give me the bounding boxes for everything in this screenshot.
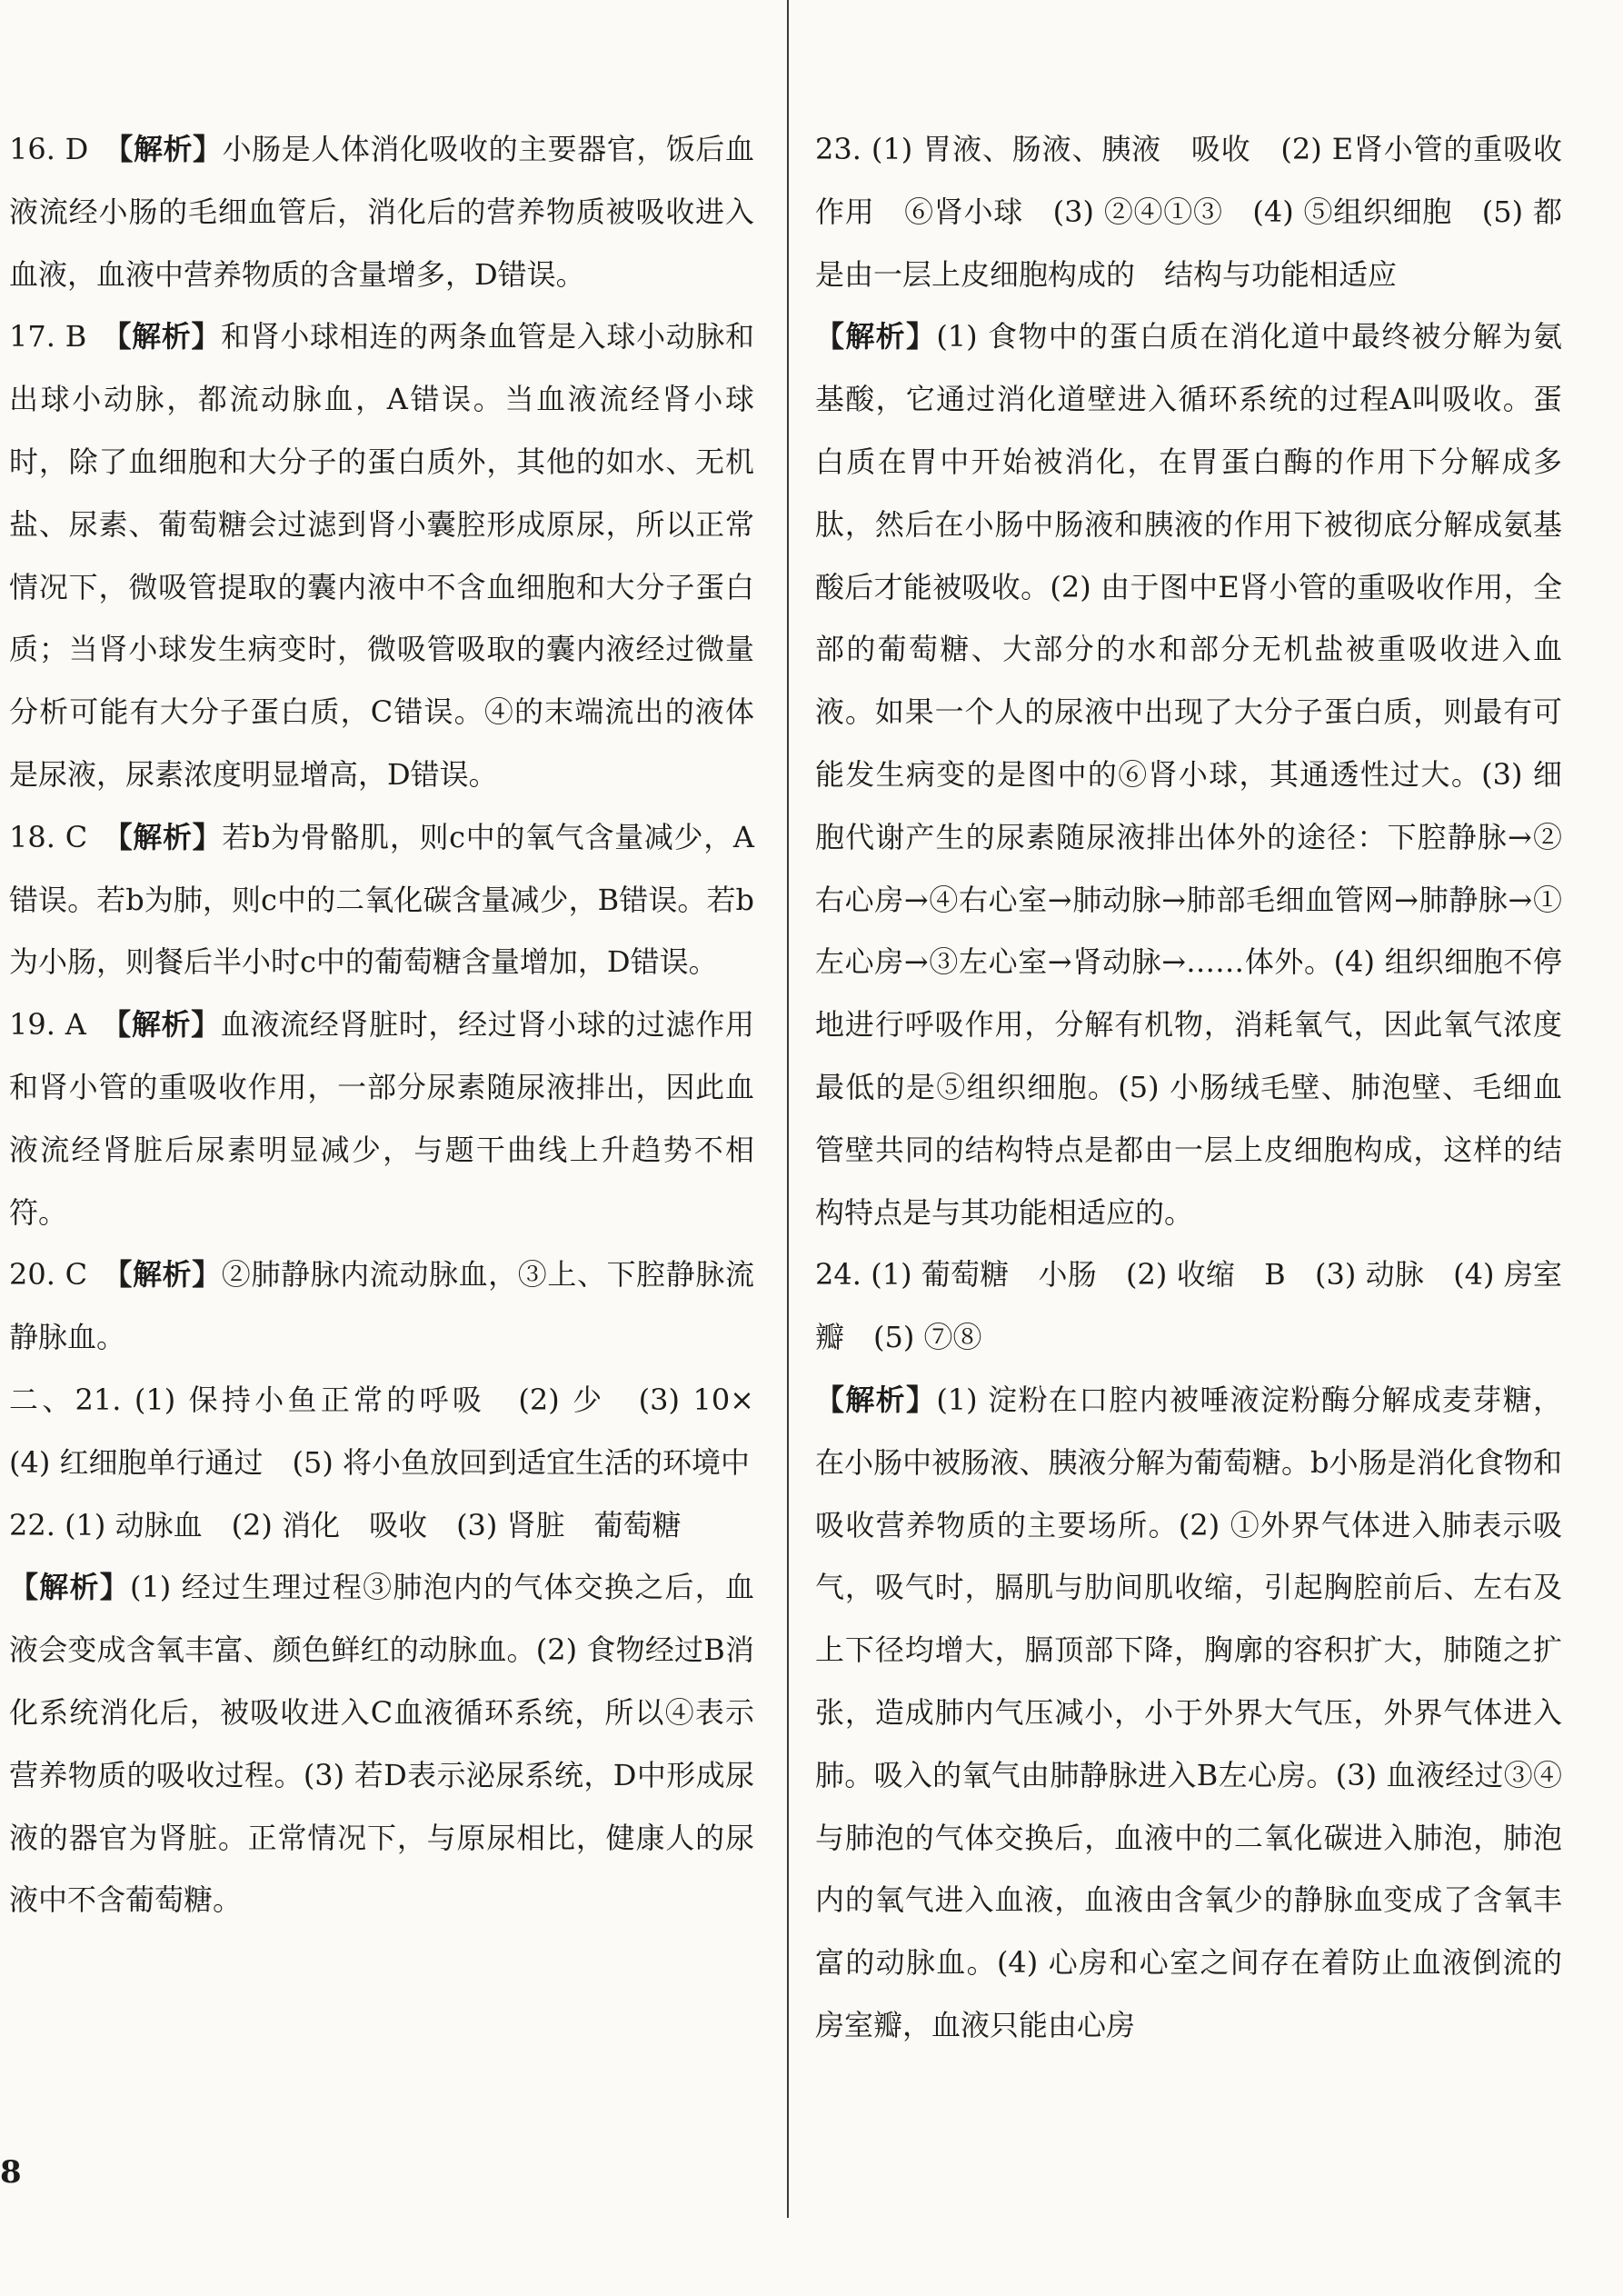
analysis-tag: 【解析】: [815, 1382, 937, 1417]
item-24-analysis: [815, 1369, 1562, 2057]
item-21: [9, 1369, 784, 1494]
item-20: [9, 1243, 754, 1369]
item-text: (1) 经过生理过程③肺泡内的气体交换之后，血液会变成含氧丰富、颜色鲜红的动脉血。(2) 食物经过B消化系统消化后，被吸收进入C血液循环系统，所以④表示营养物质的吸收过程。(3) 若D表示泌尿系统，D中形成尿液的器官为肾脏。正常情况下，与原尿相比，健康人的尿液中不含葡萄糖。: [9, 1570, 754, 1918]
item-text: 小肠是人体消化吸收的主要器官，饭后血液流经小肠的毛细血管后，消化后的营养物质被吸收进入血液，血液中营养物质的含量增多，D错误。: [9, 132, 754, 292]
item-17: [9, 305, 754, 805]
analysis-tag: 【解析】: [117, 1257, 222, 1293]
analysis-tag: 【解析】: [116, 319, 222, 354]
item-answer: C: [65, 1257, 88, 1293]
item-text: ②肺静脉内流动脉血，③上、下腔静脉流静脉血。: [9, 1257, 754, 1355]
item-number: 17.: [9, 319, 55, 354]
item-number: 16.: [9, 132, 55, 166]
item-24: [815, 1243, 1562, 1369]
analysis-tag: 【解析】: [118, 132, 223, 166]
item-23: [815, 118, 1562, 305]
item-number: 24.: [815, 1257, 861, 1293]
item-number: 23.: [815, 132, 861, 166]
analysis-tag: 【解析】: [9, 1570, 130, 1605]
item-number: 20.: [9, 1257, 55, 1293]
item-number: 19.: [9, 1007, 55, 1043]
item-text: (1) 食物中的蛋白质在消化道中最终被分解为氨基酸，它通过消化道壁进入循环系统的过程A叫吸收。蛋白质在胃中开始被消化，在胃蛋白酶的作用下分解成多肽，然后在小肠中肠液和胰液的作用下被彻底分解成氨基酸后才能被吸收。(2) 由于图中E肾小管的重吸收作用，全部的葡萄糖、大部分的水和部分无机盐被重吸收进入血液。如果一个人的尿液中出现了大分子蛋白质，则最有可能发生病变的是图中的⑥肾小球，其通透性过大。(3) 细胞代谢产生的尿素随尿液排出体外的途径：下腔静脉→②右心房→④右心室→肺动脉→肺部毛细血管网→肺静脉→①左心房→③左心室→肾动脉→……体外。(4) 组织细胞不停地进行呼吸作用，分解有机物，消耗氧气，因此氧气浓度最低的是⑤组织细胞。(5) 小肠绒毛壁、肺泡壁、毛细血管壁共同的结构特点是都由一层上皮细胞构成，这样的结构特点是与其功能相适应的。: [815, 319, 1562, 1230]
item-text: (1) 葡萄糖 小肠 (2) 收缩 B (3) 动脉 (4) 房室瓣 (5) ⑦⑧: [815, 1257, 1562, 1355]
item-number: 22.: [9, 1507, 55, 1542]
item-text: 血液流经肾脏时，经过肾小球的过滤作用和肾小管的重吸收作用，一部分尿素随尿液排出，因此血液流经肾脏后尿素明显减少，与题干曲线上升趋势不相符。: [9, 1007, 754, 1230]
item-number: 18.: [9, 819, 55, 854]
item-answer: B: [65, 319, 87, 354]
item-answer: C: [65, 819, 88, 854]
item-18: [9, 806, 754, 993]
analysis-tag: 【解析】: [815, 319, 937, 354]
item-19: [9, 993, 754, 1243]
item-text: (1) 保持小鱼正常的呼吸 (2) 少 (3) 10× (4) 红细胞单行通过 (5) 将小鱼放回到适宜生活的环境中: [9, 1382, 784, 1480]
analysis-tag: 【解析】: [117, 819, 223, 854]
item-text: 若b为骨骼肌，则c中的氧气含量减少，A错误。若b为肺，则c中的二氧化碳含量减少，B错误。若b为小肠，则餐后半小时c中的葡萄糖含量增加，D错误。: [9, 819, 754, 980]
analysis-tag: 【解析】: [116, 1007, 221, 1043]
item-text: (1) 胃液、肠液、胰液 吸收 (2) E肾小管的重吸收作用 ⑥肾小球 (3) ②④①③ (4) ⑤组织细胞 (5) 都是由一层上皮细胞构成的 结构与功能相适应: [815, 132, 1562, 292]
item-text: (1) 淀粉在口腔内被唾液淀粉酶分解成麦芽糖，在小肠中被肠液、胰液分解为葡萄糖。b小肠是消化食物和吸收营养物质的主要场所。(2) ①外界气体进入肺表示吸气，吸气时，膈肌与肋间肌收缩，引起胸腔前后、左右及上下径均增大，膈顶部下降，胸廓的容积扩大，肺随之扩张，造成肺内气压减小，小于外界大气压，外界气体进入肺。吸入的氧气由肺静脉进入B左心房。(3) 血液经过③④与肺泡的气体交换后，血液中的二氧化碳进入肺泡，肺泡内的氧气进入血液，血液由含氧少的静脉血变成了含氧丰富的动脉血。(4) 心房和心室之间存在着防止血液倒流的房室瓣，血液只能由心房: [815, 1382, 1562, 2042]
column-divider: [787, 0, 789, 2218]
item-number: 二、21.: [9, 1382, 122, 1417]
item-text: (1) 动脉血 (2) 消化 吸收 (3) 肾脏 葡萄糖: [65, 1507, 682, 1542]
item-answer: A: [65, 1007, 86, 1043]
item-answer: D: [65, 132, 89, 166]
page-number: 8: [0, 2154, 22, 2191]
item-16: [9, 118, 754, 305]
item-22-analysis: [9, 1556, 754, 1932]
item-text: 和肾小球相连的两条血管是入球小动脉和出球小动脉，都流动脉血，A错误。当血液流经肾小球时，除了血细胞和大分子的蛋白质外，其他的如水、无机盐、尿素、葡萄糖会过滤到肾小囊腔形成原尿，所以正常情况下，微吸管提取的囊内液中不含血细胞和大分子蛋白质；当肾小球发生病变时，微吸管吸取的囊内液经过微量分析可能有大分子蛋白质，C错误。④的末端流出的液体是尿液，尿素浓度明显增高，D错误。: [9, 319, 754, 792]
item-23-analysis: [815, 305, 1562, 1243]
right-column: [815, 118, 1562, 2057]
item-22: [9, 1494, 754, 1557]
left-column: [9, 118, 784, 1932]
